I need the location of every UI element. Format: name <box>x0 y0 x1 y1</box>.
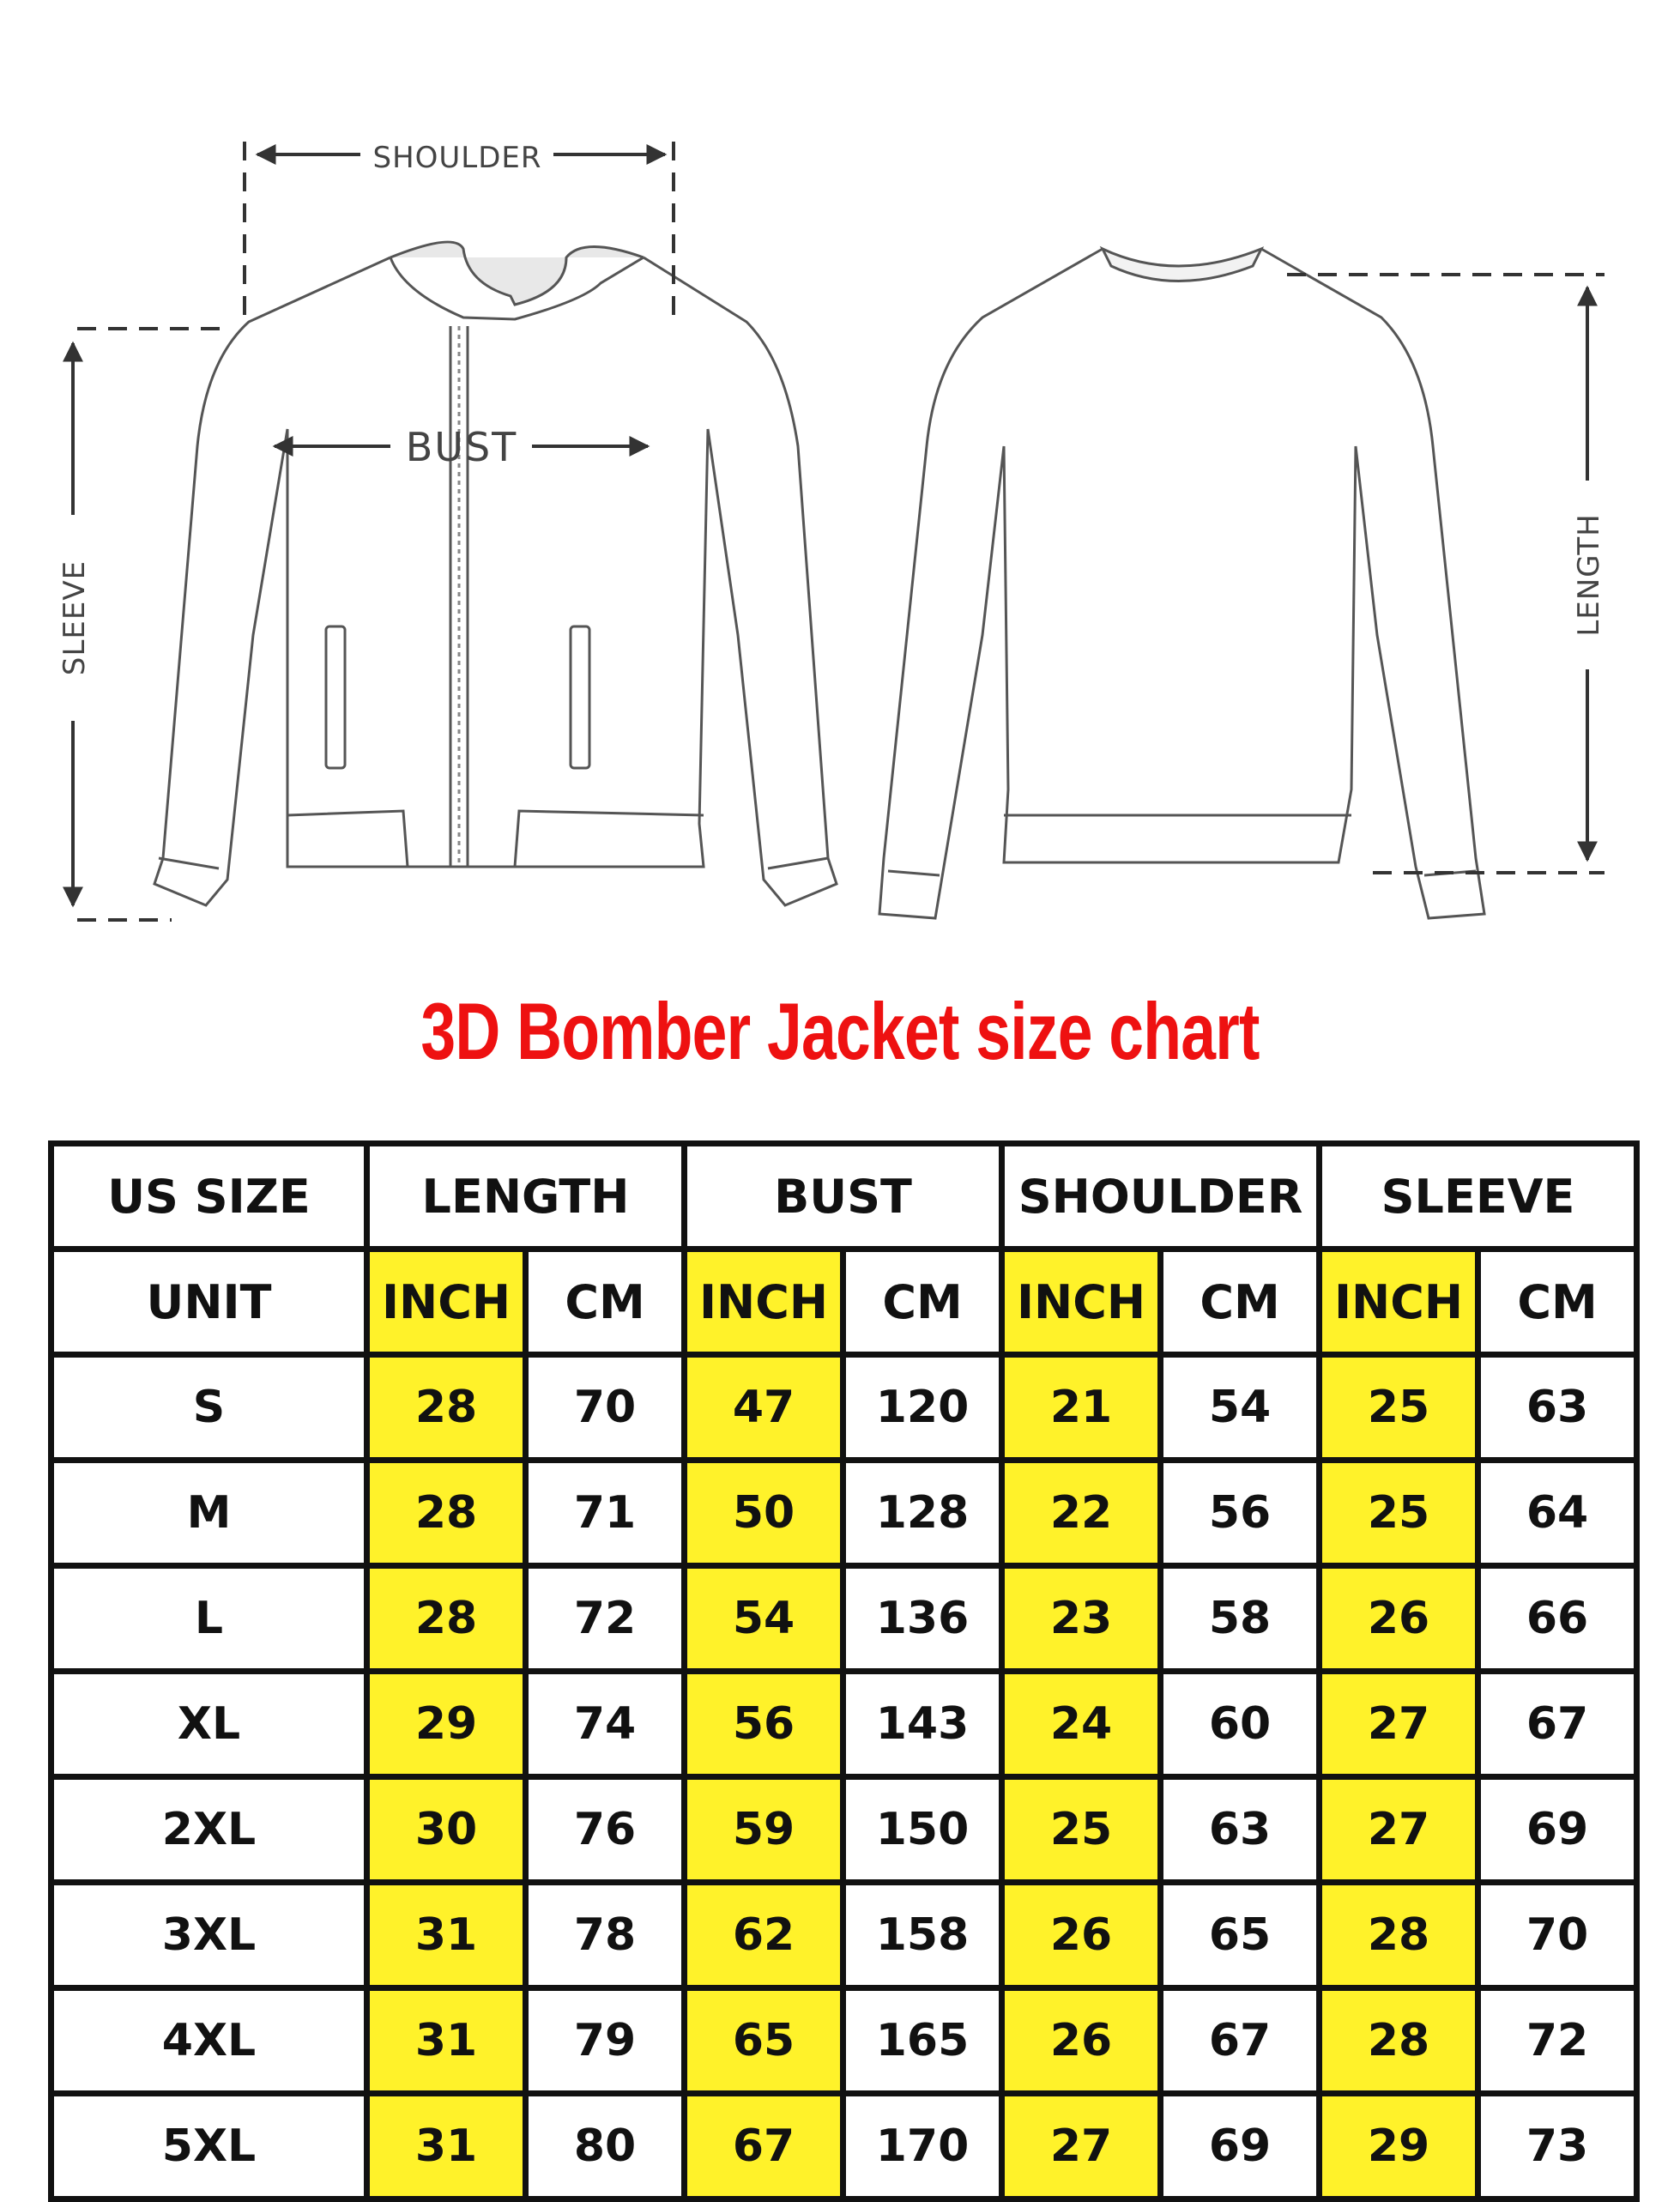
bust-header: BUST <box>685 1144 1002 1249</box>
cm-value-cell: 72 <box>526 1566 685 1672</box>
jacket-measurement-diagram <box>0 0 1680 978</box>
cm-value-cell: 64 <box>1478 1461 1637 1566</box>
cm-value-cell: 165 <box>843 1988 1002 2094</box>
inch-value-cell: 27 <box>1002 2094 1161 2199</box>
cm-value-cell: 120 <box>843 1355 1002 1461</box>
length-cm-unit: CM <box>526 1249 685 1355</box>
inch-value-cell: 65 <box>685 1988 843 2094</box>
inch-value-cell: 28 <box>1320 1883 1478 1988</box>
cm-value-cell: 150 <box>843 1777 1002 1883</box>
sleeve-header: SLEEVE <box>1320 1144 1637 1249</box>
page-title: 3D Bomber Jacket size chart <box>420 986 1260 1076</box>
shoulder-label: SHOULDER <box>372 141 542 175</box>
table-row <box>51 1566 1637 1672</box>
cm-value-cell: 170 <box>843 2094 1002 2199</box>
inch-value-cell: 67 <box>685 2094 843 2199</box>
sleeve-cm-unit: CM <box>1478 1249 1637 1355</box>
cm-value-cell: 69 <box>1478 1777 1637 1883</box>
size-cell: 3XL <box>51 1883 367 1988</box>
front-jacket-drawing <box>154 242 837 905</box>
inch-value-cell: 22 <box>1002 1461 1161 1566</box>
table-row <box>51 1883 1637 1988</box>
inch-value-cell: 23 <box>1002 1566 1161 1672</box>
cm-value-cell: 67 <box>1478 1672 1637 1777</box>
cm-value-cell: 63 <box>1478 1355 1637 1461</box>
cm-value-cell: 143 <box>843 1672 1002 1777</box>
inch-value-cell: 25 <box>1320 1461 1478 1566</box>
size-cell: S <box>51 1355 367 1461</box>
inch-value-cell: 26 <box>1002 1988 1161 2094</box>
inch-value-cell: 28 <box>1320 1988 1478 2094</box>
size-cell: L <box>51 1566 367 1672</box>
size-chart-table <box>48 1140 1640 2202</box>
inch-value-cell: 28 <box>367 1461 526 1566</box>
inch-value-cell: 31 <box>367 1988 526 2094</box>
unit-label: UNIT <box>51 1249 367 1355</box>
sleeve-dimension <box>57 329 232 920</box>
cm-value-cell: 67 <box>1161 1988 1320 2094</box>
cm-value-cell: 63 <box>1161 1777 1320 1883</box>
inch-value-cell: 26 <box>1002 1883 1161 1988</box>
inch-value-cell: 54 <box>685 1566 843 1672</box>
cm-value-cell: 78 <box>526 1883 685 1988</box>
table-row <box>51 1461 1637 1566</box>
table-row <box>51 1988 1637 2094</box>
shoulder-cm-unit: CM <box>1161 1249 1320 1355</box>
cm-value-cell: 73 <box>1478 2094 1637 2199</box>
size-cell: M <box>51 1461 367 1566</box>
back-jacket-drawing <box>879 249 1484 918</box>
inch-value-cell: 31 <box>367 2094 526 2199</box>
cm-value-cell: 54 <box>1161 1355 1320 1461</box>
inch-value-cell: 27 <box>1320 1777 1478 1883</box>
length-header: LENGTH <box>367 1144 685 1249</box>
cm-value-cell: 79 <box>526 1988 685 2094</box>
unit-row <box>51 1249 1637 1355</box>
cm-value-cell: 56 <box>1161 1461 1320 1566</box>
cm-value-cell: 58 <box>1161 1566 1320 1672</box>
table-row <box>51 1355 1637 1461</box>
inch-value-cell: 28 <box>367 1566 526 1672</box>
inch-value-cell: 29 <box>1320 2094 1478 2199</box>
cm-value-cell: 76 <box>526 1777 685 1883</box>
inch-value-cell: 59 <box>685 1777 843 1883</box>
cm-value-cell: 65 <box>1161 1883 1320 1988</box>
shoulder-dimension <box>245 141 674 326</box>
size-cell: XL <box>51 1672 367 1777</box>
cm-value-cell: 158 <box>843 1883 1002 1988</box>
shoulder-inch-unit: INCH <box>1002 1249 1161 1355</box>
inch-value-cell: 26 <box>1320 1566 1478 1672</box>
inch-value-cell: 25 <box>1002 1777 1161 1883</box>
inch-value-cell: 62 <box>685 1883 843 1988</box>
cm-value-cell: 66 <box>1478 1566 1637 1672</box>
cm-value-cell: 136 <box>843 1566 1002 1672</box>
cm-value-cell: 69 <box>1161 2094 1320 2199</box>
size-cell: 2XL <box>51 1777 367 1883</box>
cm-value-cell: 74 <box>526 1672 685 1777</box>
bust-inch-unit: INCH <box>685 1249 843 1355</box>
cm-value-cell: 72 <box>1478 1988 1637 2094</box>
inch-value-cell: 50 <box>685 1461 843 1566</box>
cm-value-cell: 80 <box>526 2094 685 2199</box>
cm-value-cell: 70 <box>526 1355 685 1461</box>
table-row <box>51 2094 1637 2199</box>
size-cell: 5XL <box>51 2094 367 2199</box>
inch-value-cell: 47 <box>685 1355 843 1461</box>
size-cell: 4XL <box>51 1988 367 2094</box>
table-row <box>51 1777 1637 1883</box>
shoulder-header: SHOULDER <box>1002 1144 1320 1249</box>
length-inch-unit: INCH <box>367 1249 526 1355</box>
bust-label: BUST <box>405 424 518 470</box>
inch-value-cell: 31 <box>367 1883 526 1988</box>
us-size-header: US SIZE <box>51 1144 367 1249</box>
inch-value-cell: 27 <box>1320 1672 1478 1777</box>
table-row <box>51 1672 1637 1777</box>
cm-value-cell: 71 <box>526 1461 685 1566</box>
inch-value-cell: 24 <box>1002 1672 1161 1777</box>
inch-value-cell: 56 <box>685 1672 843 1777</box>
inch-value-cell: 25 <box>1320 1355 1478 1461</box>
inch-value-cell: 28 <box>367 1355 526 1461</box>
length-label: LENGTH <box>1572 513 1606 637</box>
inch-value-cell: 30 <box>367 1777 526 1883</box>
sleeve-inch-unit: INCH <box>1320 1249 1478 1355</box>
inch-value-cell: 29 <box>367 1672 526 1777</box>
cm-value-cell: 70 <box>1478 1883 1637 1988</box>
bust-dimension <box>275 424 648 470</box>
bust-cm-unit: CM <box>843 1249 1002 1355</box>
inch-value-cell: 21 <box>1002 1355 1161 1461</box>
sleeve-label: SLEEVE <box>57 560 92 676</box>
cm-value-cell: 60 <box>1161 1672 1320 1777</box>
header-row <box>51 1144 1637 1249</box>
cm-value-cell: 128 <box>843 1461 1002 1566</box>
